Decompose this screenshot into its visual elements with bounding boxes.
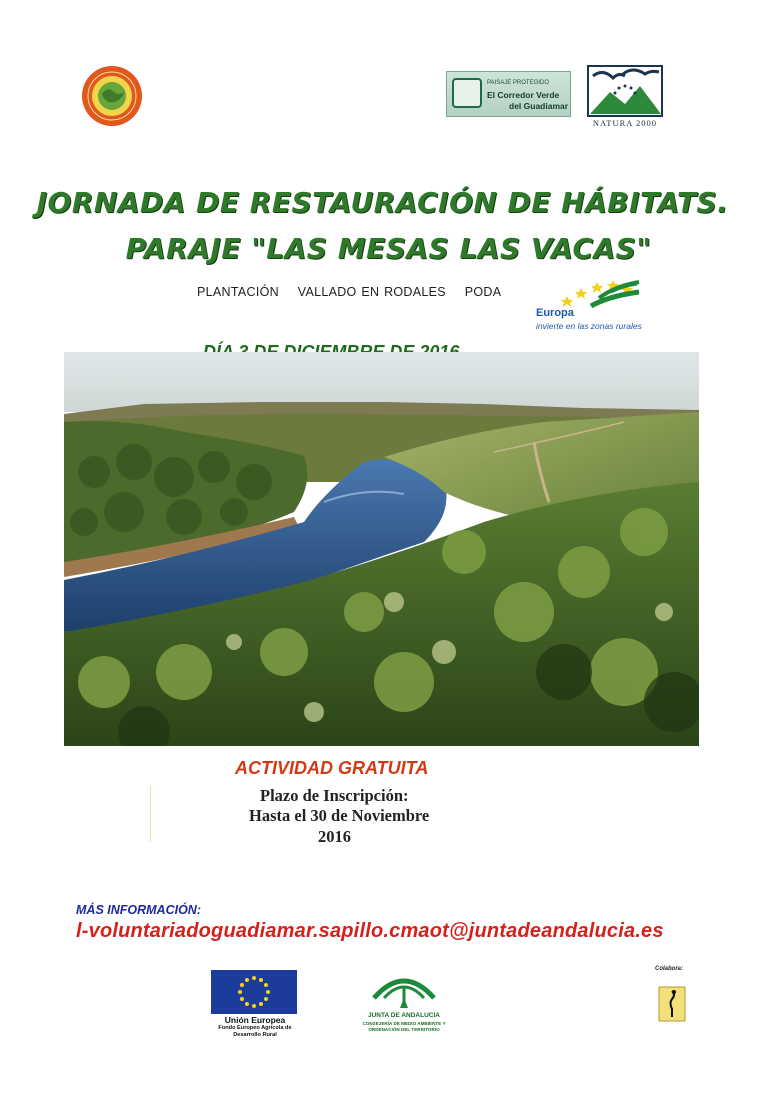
corredor-small-label: PAISAJE PROTEGIDO [487, 80, 549, 86]
eu-flag-icon [211, 970, 297, 1014]
ue-fund-name: Fondo Europeo Agrícola de Desarrollo Rural [218, 1025, 292, 1038]
vertical-divider [150, 786, 151, 842]
voluntariado-ambiental-logo [80, 64, 144, 128]
europa-word: Europa [536, 307, 574, 319]
junta-andalucia-logo [362, 968, 448, 1038]
collaborator-label: Colabora: [655, 966, 684, 972]
event-title-line-1: JORNADA DE RESTAURACIÓN DE HÁBITATS. [36, 186, 729, 219]
more-info-label: MÁS INFORMACIÓN: [76, 903, 201, 917]
natura-label: NATURA 2000 [592, 118, 658, 128]
junta-department: CONSEJERÍA DE MEDIO AMBIENTE Y ORDENACIÓN DEL TERRITORIO [362, 1021, 446, 1032]
free-activity-label: ACTIVIDAD GRATUITA [235, 758, 429, 778]
collaborator-logo [657, 983, 687, 1025]
natura-2000-logo [585, 64, 665, 130]
union-europea-logo [211, 970, 301, 1040]
corredor-line-2: del Guadiamar [509, 101, 569, 111]
event-title-line-2: PARAJE "LAS MESAS LAS VACAS" [125, 232, 652, 265]
corredor-line-1: El Corredor Verde [487, 90, 560, 100]
activities-list [197, 285, 515, 299]
registration-title: Plazo de Inscripción: [260, 786, 409, 805]
contact-email-link[interactable]: l-voluntariadoguadiamar.sapillo.cmaot@juntadeandalucia.es [76, 920, 664, 942]
europa-rural-logo [533, 276, 645, 332]
europa-tagline: invierte en las zonas rurales [536, 321, 642, 331]
corredor-verde-guadiamar-logo [446, 71, 571, 117]
corredor-emblem-icon [452, 78, 482, 108]
landscape-river-photo [64, 352, 699, 746]
activity-item: VALLADO EN RODALES [297, 285, 446, 299]
registration-deadline: Hasta el 30 de Noviembre [249, 806, 430, 825]
registration-year: 2016 [318, 827, 351, 846]
ue-name: Unión Europea [224, 1015, 286, 1025]
activity-item: PLANTACIÓN [197, 285, 279, 299]
activity-item: PODA [464, 285, 502, 299]
junta-name: JUNTA DE ANDALUCIA [368, 1012, 440, 1019]
